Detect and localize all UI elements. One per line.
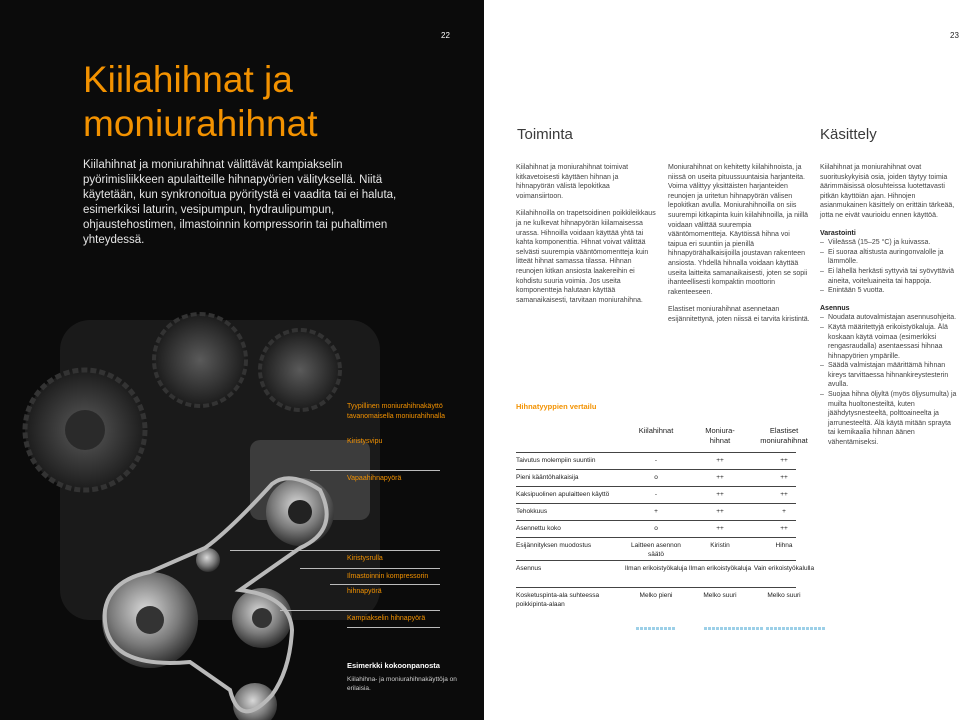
- list-item: – Noudata autovalmistajan asennusohjeita.: [820, 313, 958, 323]
- callout-line: [347, 627, 440, 628]
- row-value: +: [654, 508, 658, 515]
- row-value: ++: [716, 457, 724, 464]
- row-label: Esijännityksen muodostus: [516, 542, 592, 549]
- right-page: [484, 0, 960, 720]
- row-label: Asennettu koko: [516, 525, 561, 532]
- row-label: Asennus: [516, 565, 542, 572]
- callout-line: [230, 550, 440, 551]
- row-value: Melko suuri: [703, 592, 737, 599]
- belt-profile-icon: [766, 627, 826, 630]
- title-line-2: moniurahihnat: [83, 103, 318, 144]
- callout-crankshaft-pulley: Kampiakselin hihnapyörä: [347, 615, 426, 622]
- row-value: Melko pieni: [639, 592, 673, 599]
- belt-profile-icon: [636, 627, 676, 630]
- callout-ac-compressor: Ilmastoinnin kompressorin: [347, 573, 429, 580]
- page-number-left: 22: [441, 31, 450, 40]
- row-value: +: [782, 508, 786, 515]
- callout-line: [300, 568, 440, 569]
- section-heading-handling: Käsittely: [820, 126, 877, 143]
- list-item: – Ei lähellä herkästi syttyviä tai syövyttäviä aineita, voiteluaineita tai happoja.: [820, 267, 958, 286]
- paragraph: Moniurahihnat on kehitetty kiilahihnoista, ja niissä on useita pituussuuntaisia harjanteita. Voima välittyy yksittäisten harjanteiden reunojen ja uritetun hihnapyörän välisen lepokitkan avulla. Moniurahihnoilla on siis suurempi kitkapinta kuin kiilahihnoilla, ja niillä voidaan välittää suurempia vääntömomenttejа. Käytöissä hihna voi taipua eri suuntiin ja pienillä hihnapyörähalkaisijoilla joustavan rakenteen ansiosta. Yhdellä hihnalla voidaan käyttää useita laitteita samanaikaisesti, joten se sopii ihanteellisesti kompaktin moottorin rakenteeseen.: [668, 164, 809, 296]
- row-value: Ilman erikoistyökaluja: [688, 565, 752, 572]
- example-text: Kiilahihna- ja moniurahihnakäyttöja on erilaisia.: [347, 676, 457, 692]
- callout-line: [310, 470, 440, 471]
- engine-belt-drive-illustration: [0, 290, 484, 720]
- callout-idler-pulley: Vapaahihnapyörä: [347, 475, 402, 482]
- row-value: Hihna: [775, 542, 793, 549]
- install-heading: Asennus: [820, 304, 850, 312]
- callout-line: [280, 610, 440, 611]
- row-value: ++: [780, 491, 788, 498]
- callout-tensioner-lever: Kiristysvipu: [347, 438, 383, 445]
- list-item: – Ei suoraa altistusta auringonvalolle ja lämmölle.: [820, 248, 958, 267]
- table-row: [516, 486, 796, 503]
- list-item: – Viileässä (15–25 °C) ja kuivassa.: [820, 238, 958, 248]
- belt-profile-icon: [704, 627, 764, 630]
- callout-ac-pulley: hihnapyörä: [347, 588, 382, 595]
- row-value: ++: [716, 508, 724, 515]
- intro-paragraph: Kiilahihnat ja moniurahihnat välittävät kampiakselin pyörimisliikkeen apulaitteille hihnapyörien välityksellä. Niitä käytetään, kun synkronoitua pyöritystä ei vaadita tai ei haluta, esimerkiksi laturin, vesipumpun, hydraulipumpun, ohjaustehostimen, ilmastoinnin kompressorin tai puhaltimen yhteydessä.: [83, 159, 397, 246]
- table-row: [516, 452, 796, 469]
- row-value: Ilman erikoistyökaluja: [624, 565, 688, 572]
- row-value: -: [654, 457, 658, 464]
- storage-heading: Varastointi: [820, 229, 856, 237]
- table-body: [516, 452, 815, 616]
- list-item: – Säädä valmistajan määrittämä hihnan kireys tarvittaessa hihnankireystesterin avulla.: [820, 361, 958, 390]
- row-label: Tehokkuus: [516, 508, 548, 515]
- row-value: ++: [716, 491, 724, 498]
- table-row: [516, 560, 815, 587]
- row-value: ++: [780, 457, 788, 464]
- list-item: – Suojaa hihna öljyltä (myös öljysumulta) ja muilta huoltonesteiltä, kuten jäähdytysnesteeltä, polttoaineelta ja jarrunesteeltä. Älä käytä mitään sprayta tai kemikaalia hihnan äänen vähentämiseksi.: [820, 390, 958, 448]
- row-label: Kosketuspinta-ala suhteessa poikkipinta-alaan: [516, 592, 600, 608]
- row-label: Pieni kääntöhalkaisija: [516, 474, 579, 481]
- row-value: Laitteen asennon säätö: [631, 542, 681, 558]
- row-value: Melko suuri: [767, 592, 801, 599]
- paragraph: Kiilahihnat ja moniurahihnat ovat suorituskykyisiä osia, joiden täytyy toimia äärimmäisissä olosuhteissa luotettavasti pitkän käyttöiän ajan. Hihnojen asianmukainen käsittely on erittäin tärkeää, jotta ne eivät vaurioidu ennen käyttöä.: [820, 164, 955, 219]
- callout-belt-drive: Tyypillinen moniurahihnakäyttö tavanomaisella moniurahihnalla: [347, 403, 446, 420]
- row-value: o: [654, 474, 658, 481]
- page-title: [83, 58, 317, 146]
- row-value: ++: [780, 474, 788, 481]
- row-label: Kaksipuolinen apulaitteen käyttö: [516, 491, 610, 498]
- table-header: [516, 422, 808, 452]
- list-item: – Käytä määritettyjä erikoistyökaluja. Älä koskaan käytä voimaa (esimerkiksi rengasraudalla) asentaessasi hihnaa hihnapyörien ympärille.: [820, 323, 958, 361]
- row-value: -: [654, 491, 658, 498]
- row-value: ++: [716, 474, 724, 481]
- storage-list: [820, 238, 958, 296]
- row-value: o: [654, 525, 658, 532]
- column-function-1: [516, 163, 658, 313]
- table-title: Hihnatyyppien vertailu: [516, 402, 597, 411]
- paragraph: Kiilahihnoilla on trapetsoidinen poikkileikkaus ja ne kulkevat hihnapyörän kiilamaisessa urassa. Hihnoilla voidaan käyttää yhtä tai kahta komponenttia. Hihnat voivat välittää selvästi suurempia vääntömomentteja kuin litteät hihnat samassa tilassa. Hihnan reunojen kitkan ansiosta laakereihin ei kohdistu suuria voimia. Jos useita komponentteja halutaan käyttää samanaikaisesti, tarvitaan moniurahihna.: [516, 210, 656, 304]
- table-row: [516, 537, 796, 560]
- list-item: – Enintään 5 vuotta.: [820, 286, 958, 296]
- header-multi-rib: Moniura- hihnat: [705, 426, 735, 445]
- example-title: Esimerkki kokoonpanosta: [347, 661, 440, 670]
- table-row: [516, 503, 796, 520]
- row-value: ++: [780, 525, 788, 532]
- row-value: Kiristin: [710, 542, 730, 549]
- row-value: Vain erikoistyökalulla: [753, 565, 815, 572]
- table-row: [516, 587, 801, 616]
- paragraph: Kiilahihnat ja moniurahihnat toimivat kitkavetoisesti käyttäen hihnan ja hihnapyörän välistä lepokitkaa voimansiirtoon.: [516, 164, 629, 200]
- section-heading-function: Toiminta: [517, 126, 573, 143]
- table-row: [516, 469, 796, 486]
- install-list: [820, 313, 958, 447]
- row-value: ++: [716, 525, 724, 532]
- callout-line: [330, 584, 440, 585]
- comparison-table: [516, 422, 815, 616]
- paragraph: Elastiset moniurahihnat asennetaan esijännitettynä, joten niissä ei tarvita kiristintä.: [668, 306, 810, 323]
- header-v-belts: Kiilahihnat: [638, 426, 674, 435]
- column-function-2: [668, 163, 810, 333]
- table-row: [516, 520, 796, 537]
- page-number-right: 23: [950, 31, 959, 40]
- header-elastic: Elastiset moniurahihnat: [760, 426, 808, 445]
- row-label: Taivutus molempiin suuntiin: [516, 457, 596, 464]
- column-handling: [820, 163, 958, 456]
- title-line-1: Kiilahihnat ja: [83, 59, 293, 100]
- callout-tensioner-roller: Kiristysrulla: [347, 555, 383, 562]
